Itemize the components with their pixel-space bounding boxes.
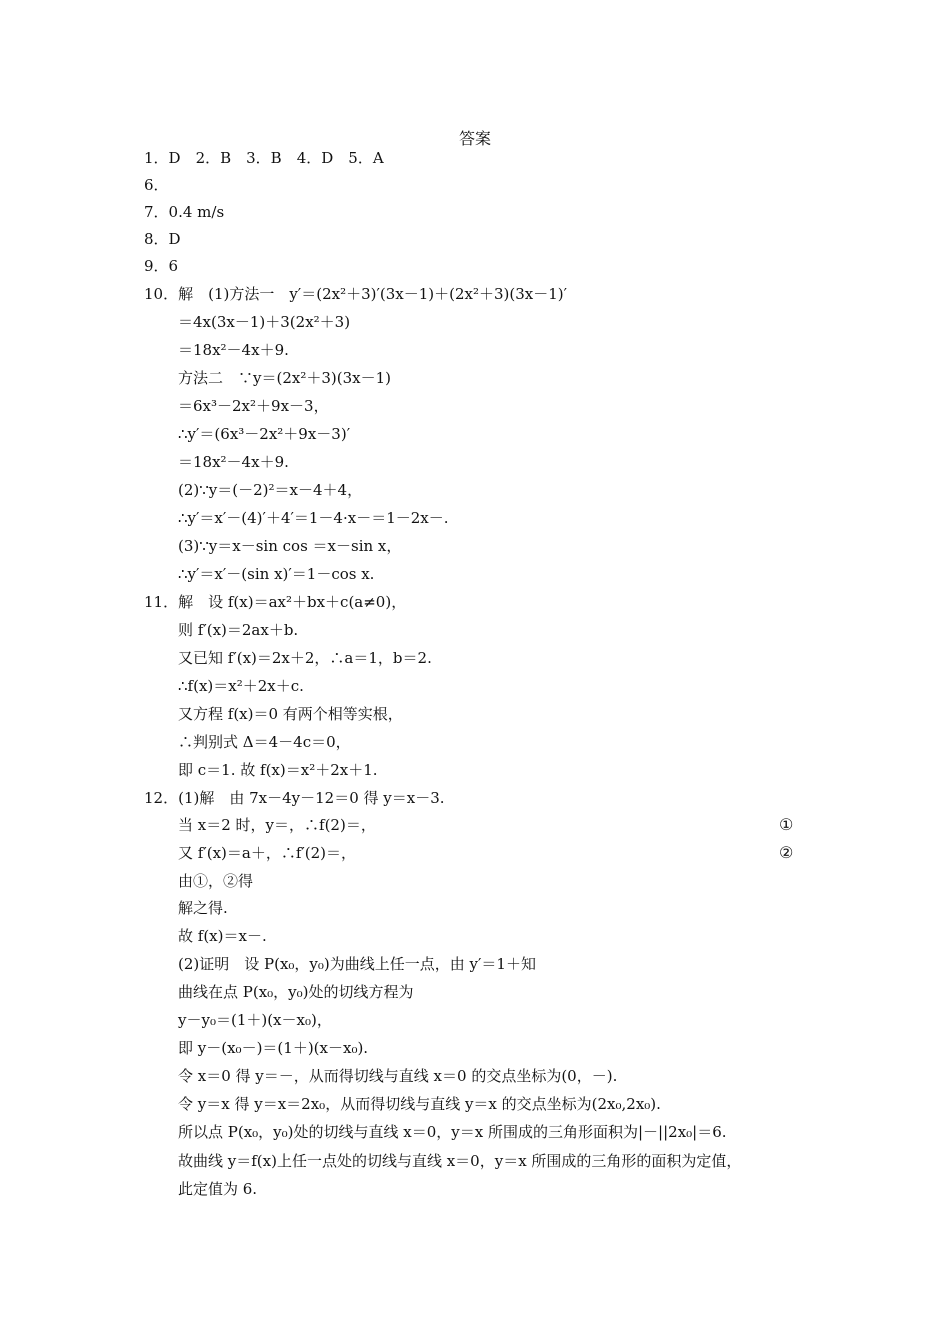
answer-line: y－y₀＝(1＋)(x－x₀)， (178, 1011, 332, 1029)
page-title: 答案 (458, 129, 491, 148)
answer-line: 当 x＝2 时，y＝，∴f(2)＝， (178, 816, 376, 834)
answer-line: ∴f(x)＝x²＋2x＋c. (178, 677, 304, 695)
answer-line: ∴y′＝x′－(sin x)′＝1－cos x. (178, 565, 375, 583)
answer-line: 此定值为 6. (178, 1180, 258, 1198)
answer-line: 所以点 P(x₀，y₀)处的切线与直线 x＝0，y＝x 所围成的三角形面积为|－||2x₀|＝6. (178, 1123, 727, 1141)
answer-line: 令 x＝0 得 y＝－，从而得切线与直线 x＝0 的交点坐标为(0，－). (178, 1067, 618, 1085)
answer-line: ∴y′＝x′－(4)′＋4′＝1－4·x－＝1－2x－. (178, 509, 449, 527)
equation-marker: ① (779, 815, 794, 834)
answer-line: 10．解 (1)方法一 y′＝(2x²＋3)′(3x－1)＋(2x²＋3)(3x－1)′ (144, 285, 568, 303)
answer-line: 11．解 设 f(x)＝ax²＋bx＋c(a≠0)， (144, 593, 407, 611)
answer-line: 9．6 (144, 257, 179, 275)
answer-line: (2)∵y＝(－2)²＝x－4＋4， (178, 481, 363, 499)
answer-line: ＝18x²－4x＋9. (178, 341, 289, 359)
answer-line: 1．D 2．B 3．B 4．D 5．A (144, 149, 384, 167)
answer-line: 由①，②得 (178, 872, 254, 890)
answer-line: ∴判别式 Δ＝4－4c＝0， (178, 733, 351, 751)
answer-line: ＝18x²－4x＋9. (178, 453, 289, 471)
answer-line: (3)∵y＝x－sin cos ＝x－sin x， (178, 537, 402, 555)
answer-line: 则 f′(x)＝2ax＋b. (178, 621, 299, 639)
answer-line: 故曲线 y＝f(x)上任一点处的切线与直线 x＝0，y＝x 所围成的三角形的面积为定值， (178, 1152, 742, 1170)
equation-marker: ② (779, 843, 794, 862)
answer-line: 故 f(x)＝x－. (178, 927, 267, 945)
answer-line: 12．(1)解 由 7x－4y－12＝0 得 y＝x－3. (144, 789, 445, 807)
answer-line: 即 y－(x₀－)＝(1＋)(x－x₀). (178, 1039, 369, 1057)
answer-line: ＝6x³－2x²＋9x－3， (178, 397, 329, 415)
answer-line: 7．0.4 m/s (144, 203, 225, 221)
answer-line: 又方程 f(x)＝0 有两个相等实根， (178, 705, 403, 723)
answer-line: 解之得. (178, 899, 228, 917)
answer-line: 方法二 ∵y＝(2x²＋3)(3x－1) (178, 369, 391, 387)
answer-line: 又 f′(x)＝a＋，∴f′(2)＝， (178, 844, 357, 862)
answer-line: 即 c＝1. 故 f(x)＝x²＋2x＋1. (178, 761, 378, 779)
answer-line: 6． (144, 176, 169, 194)
answer-line: (2)证明 设 P(x₀，y₀)为曲线上任一点，由 y′＝1＋知 (178, 955, 536, 973)
answer-line: ∴y′＝(6x³－2x²＋9x－3)′ (178, 425, 351, 443)
answer-line: 曲线在点 P(x₀，y₀)处的切线方程为 (178, 983, 414, 1001)
answer-line: 令 y＝x 得 y＝x＝2x₀，从而得切线与直线 y＝x 的交点坐标为(2x₀,2x₀). (178, 1095, 661, 1113)
answer-line: 又已知 f′(x)＝2x＋2，∴a＝1，b＝2. (178, 649, 432, 667)
answer-line: ＝4x(3x－1)＋3(2x²＋3) (178, 313, 351, 331)
answer-line: 8．D (144, 230, 181, 248)
